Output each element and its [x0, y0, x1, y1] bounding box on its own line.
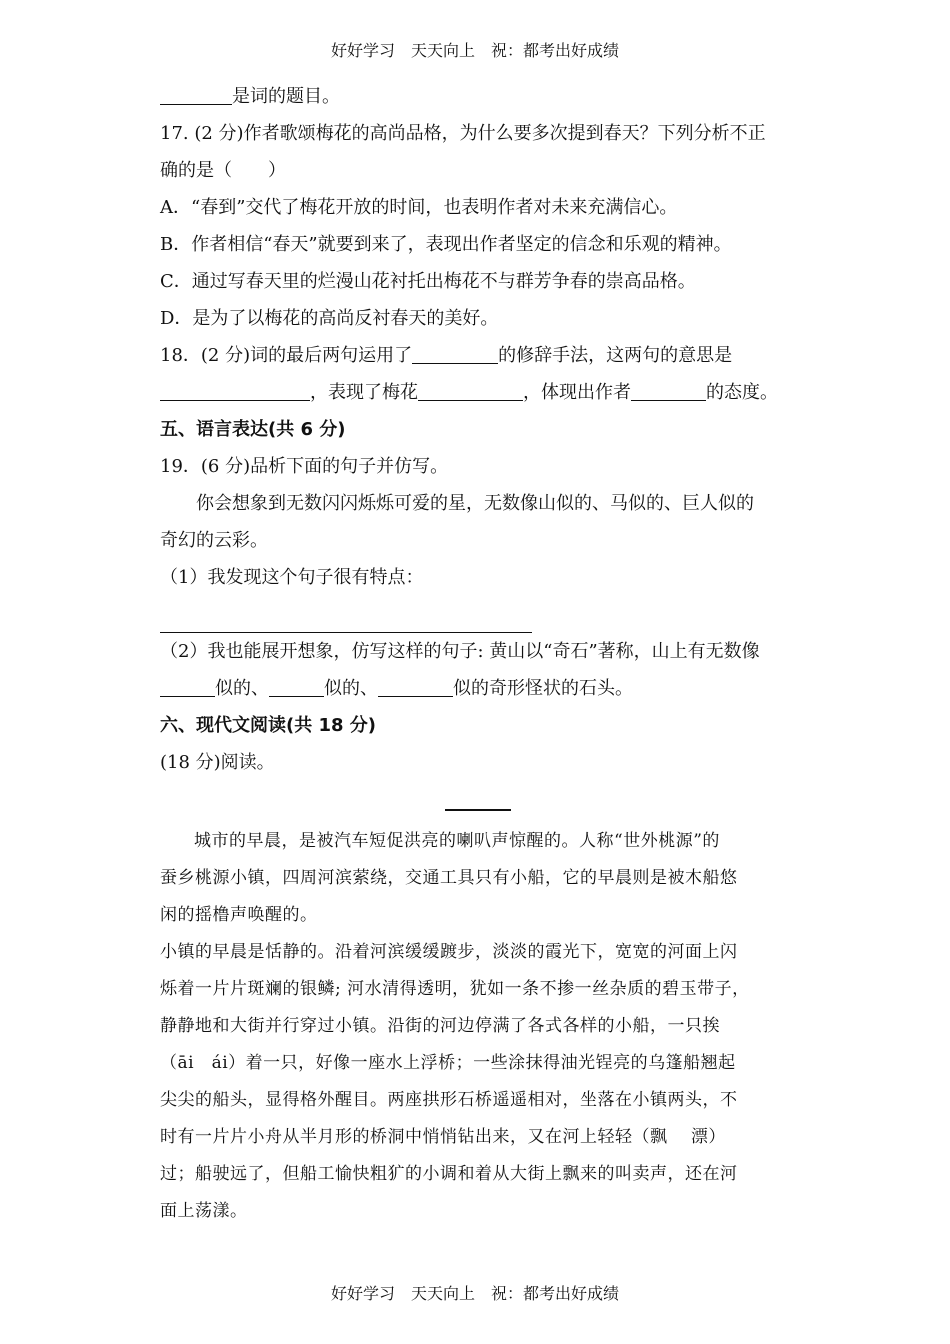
- passage-line: 小镇的早晨是恬静的。沿着河滨缓缓踱步，淡淡的霞光下，宽宽的河面上闪: [160, 942, 738, 962]
- q18-text-2: 的修辞手法，这两句的意思是: [498, 345, 733, 366]
- page-footer: 好好学习 天天向上 祝：都考出好成绩: [330, 1284, 619, 1303]
- q19-sentence-2: 奇幻的云彩。: [160, 530, 268, 551]
- q17-stem-1: 17. (2 分)作者歌颂梅花的高尚品格，为什么要多次提到春天？下列分析不正: [160, 123, 766, 144]
- q19-answer-line[interactable]: [160, 596, 532, 633]
- q18-line-1: [160, 337, 795, 374]
- q16-tail-text: 是词的题目。: [232, 86, 340, 107]
- reading-instruction: (18 分)阅读。: [160, 752, 275, 773]
- q17-option-d[interactable]: D．是为了以梅花的高尚反衬春天的美好。: [160, 308, 499, 329]
- reading-passage: [160, 823, 795, 1230]
- answer-blank[interactable]: [378, 676, 453, 697]
- document-body: [160, 78, 795, 1230]
- q18-text-4: ，体现出作者: [523, 382, 631, 403]
- q19-text-a: 似的、: [215, 678, 269, 699]
- answer-blank[interactable]: [631, 380, 706, 401]
- q17-stem-2: 确的是（ ）: [160, 160, 286, 181]
- section-6-heading: 六、现代文阅读(共 18 分): [160, 715, 377, 736]
- passage-line: （āi ái）着一只，好像一座水上浮桥；一些涂抹得油光锃亮的乌篷船翘起: [160, 1053, 736, 1073]
- passage-line: 时有一片片小舟从半月形的桥洞中悄悄钻出来，又在河上轻轻（飘 漂）: [160, 1127, 726, 1147]
- q16-tail: [160, 78, 795, 115]
- q19-part-1: （1）我发现这个句子很有特点：: [160, 567, 424, 588]
- q18-text-3: ，表现了梅花: [310, 382, 418, 403]
- q18-text-1: 18．(2 分)词的最后两句运用了: [160, 345, 413, 366]
- passage-line: 城市的早晨，是被汽车短促洪亮的喇叭声惊醒的。人称“世外桃源”的: [194, 831, 720, 851]
- answer-blank[interactable]: [412, 343, 498, 364]
- title-divider: [445, 809, 511, 811]
- q17-option-c[interactable]: C．通过写春天里的烂漫山花衬托出梅花不与群芳争春的崇高品格。: [160, 271, 696, 292]
- passage-line: 蚕乡桃源小镇，四周河滨萦绕，交通工具只有小船，它的早晨则是被木船悠: [160, 868, 738, 888]
- answer-blank[interactable]: [160, 380, 310, 401]
- q19-text-c: 似的奇形怪状的石头。: [453, 678, 633, 699]
- passage-line: 面上荡漾。: [160, 1201, 248, 1221]
- answer-blank[interactable]: [418, 380, 523, 401]
- section-5-heading: 五、语言表达(共 6 分): [160, 419, 346, 440]
- q19-stem: 19．(6 分)品析下面的句子并仿写。: [160, 456, 449, 477]
- passage-line: 闲的摇橹声唤醒的。: [160, 905, 318, 925]
- q18-text-5: 的态度。: [706, 382, 778, 403]
- passage-line: 静静地和大街并行穿过小镇。沿街的河边停满了各式各样的小船，一只挨: [160, 1016, 720, 1036]
- answer-blank[interactable]: [269, 676, 324, 697]
- q18-line-2: [160, 374, 795, 411]
- q19-part-2: （2）我也能展开想象，仿写这样的句子: 黄山以“奇石”著称，山上有无数像: [160, 641, 760, 662]
- q19-sentence-1: 你会想象到无数闪闪烁烁可爱的星，无数像山似的、马似的、巨人似的: [196, 493, 754, 514]
- answer-blank[interactable]: [160, 84, 232, 105]
- q19-text-b: 似的、: [324, 678, 378, 699]
- passage-line: 过；船驶远了，但船工愉快粗犷的小调和着从大街上飘来的叫卖声，还在河: [160, 1164, 738, 1184]
- answer-blank[interactable]: [160, 676, 215, 697]
- q19-part-2-blanks: [160, 670, 795, 707]
- q17-option-b[interactable]: B．作者相信“春天”就要到来了，表现出作者坚定的信念和乐观的精神。: [160, 234, 732, 255]
- q17-option-a[interactable]: A．“春到”交代了梅花开放的时间，也表明作者对未来充满信心。: [160, 197, 678, 218]
- passage-line: 尖尖的船头，显得格外醒目。两座拱形石桥遥遥相对，坐落在小镇两头，不: [160, 1090, 738, 1110]
- page-header: 好好学习 天天向上 祝：都考出好成绩: [330, 41, 619, 60]
- passage-line: 烁着一片片斑斓的银鳞; 河水清得透明，犹如一条不掺一丝杂质的碧玉带子，: [160, 979, 750, 999]
